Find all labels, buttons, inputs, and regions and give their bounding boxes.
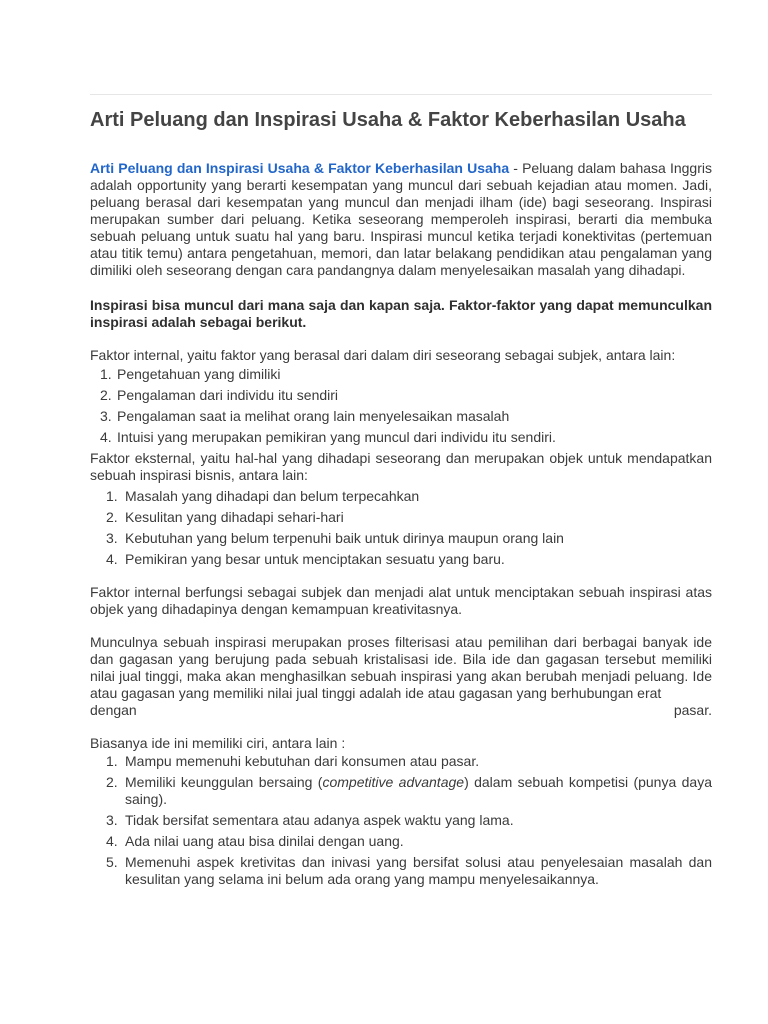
emergence-text: Munculnya sebuah inspirasi merupakan proses filterisasi atau pemilihan dari berbagai banyak ide dan gagasan yang berujung pada sebuah kristalisasi ide. Bila ide dan gagasan tersebut memiliki nilai jual tinggi, maka akan menghasilkan sebuah inspirasi yang akan berubah menjadi peluang. Ide atau gagasan yang memiliki nilai jual tinggi adalah ide atau gagasan yang berhubungan erat	[90, 634, 712, 701]
list-item-text: Ada nilai uang atau bisa dinilai dengan uang.	[125, 833, 404, 849]
external-factor-list	[90, 488, 712, 568]
intro-paragraph	[90, 160, 712, 279]
article-body	[90, 160, 712, 888]
ciri-list	[90, 753, 712, 888]
emergence-last-left: dengan	[90, 702, 137, 718]
list-item-text: Tidak bersifat sementara atau adanya aspek waktu yang lama.	[125, 812, 514, 828]
list-item-text: Pengalaman dari individu itu sendiri	[117, 387, 339, 403]
article-title: Arti Peluang dan Inspirasi Usaha & Faktor Keberhasilan Usaha	[90, 109, 686, 131]
list-number: 2.	[106, 509, 118, 525]
list-number: 1.	[106, 488, 118, 504]
internal-factor-heading: Faktor internal, yaitu faktor yang berasal dari dalam diri seseorang sebagai subjek, antara lain:	[90, 347, 676, 363]
emergence-last-right: pasar.	[673, 702, 712, 718]
list-number: 2.	[106, 774, 118, 790]
list-item	[90, 753, 712, 770]
list-item-text: Memenuhi aspek kretivitas dan inivasi yang bersifat solusi atau penyelesaian masalah dan kesulitan yang selama ini belum ada orang yang mampu menyelesaikannya.	[125, 854, 712, 887]
list-number: 1.	[106, 753, 118, 769]
intro-body-text: - Peluang dalam bahasa Inggris adalah opportunity yang berarti kesempatan yang muncul dari sebuah kejadian atau momen. Jadi, peluang berasal dari kesempatan yang muncul dan menjadi ilham (ide) bagi seseorang. Inspirasi merupakan sumber dari peluang. Ketika seseorang memperoleh inspirasi, berarti dia membuka sebuah peluang untuk suatu hal yang baru. Inspirasi muncul ketika terjadi konektivitas (pertemuan atau titik temu) antara pengetahuan, memori, dan latar belakang pendidikan atau pengalaman yang dimiliki oleh seseorang dengan cara pandangnya dalam menyelesaikan masalah yang dihadapi.	[90, 160, 712, 278]
list-item	[90, 488, 712, 505]
external-factor-heading: Faktor eksternal, yaitu hal-hal yang dihadapi seseorang dan merupakan objek untuk mendapatkan sebuah inspirasi bisnis, antara lain:	[90, 450, 712, 483]
internal-function-paragraph: Faktor internal berfungsi sebagai subjek dan menjadi alat untuk menciptakan sebuah inspirasi atas objek yang dihadapinya dengan kemampuan kreativitasnya.	[90, 584, 712, 617]
emergence-paragraph	[90, 634, 712, 719]
list-item	[90, 530, 712, 547]
list-item	[90, 854, 712, 888]
internal-factor-list	[90, 366, 712, 446]
list-item	[90, 387, 712, 404]
list-item-text: Mampu memenuhi kebutuhan dari konsumen atau pasar.	[125, 753, 480, 769]
list-item-text-after: ) dalam sebuah kompetisi (punya daya saing).	[125, 774, 712, 807]
list-item	[90, 429, 712, 446]
list-number: 4.	[106, 551, 118, 567]
list-item-text: Kebutuhan yang belum terpenuhi baik untuk dirinya maupun orang lain	[125, 530, 564, 546]
list-number: 3.	[100, 408, 112, 424]
list-item-text: Kesulitan yang dihadapi sehari-hari	[125, 509, 344, 525]
list-item-text-before: Memiliki keunggulan bersaing (	[125, 774, 323, 790]
list-item	[90, 551, 712, 568]
emergence-last-line	[90, 702, 712, 719]
bold-statement: Inspirasi bisa muncul dari mana saja dan kapan saja. Faktor-faktor yang dapat memunculkan inspirasi adalah sebagai berikut.	[90, 297, 712, 330]
list-item-text: Pemikiran yang besar untuk menciptakan sesuatu yang baru.	[125, 551, 505, 567]
list-item	[90, 366, 712, 383]
list-item	[90, 509, 712, 526]
list-item-text: Pengalaman saat ia melihat orang lain menyelesaikan masalah	[117, 408, 510, 424]
list-number: 2.	[100, 387, 112, 403]
list-item	[90, 774, 712, 808]
list-item	[90, 812, 712, 829]
list-number: 1.	[100, 366, 112, 382]
list-number: 5.	[106, 854, 118, 870]
list-number: 3.	[106, 812, 118, 828]
list-item	[90, 408, 712, 425]
list-item-italic: competitive advantage	[322, 774, 465, 790]
list-item-text: Masalah yang dihadapi dan belum terpecahkan	[125, 488, 420, 504]
intro-lead-link[interactable]: Arti Peluang dan Inspirasi Usaha & Faktor Keberhasilan Usaha	[90, 160, 510, 176]
list-item	[90, 833, 712, 850]
list-number: 4.	[106, 833, 118, 849]
ciri-heading: Biasanya ide ini memiliki ciri, antara lain :	[90, 735, 346, 751]
list-item-text: Intuisi yang merupakan pemikiran yang muncul dari individu itu sendiri.	[117, 429, 556, 445]
list-item-text: Pengetahuan yang dimiliki	[117, 366, 281, 382]
top-divider	[90, 94, 712, 95]
article-page	[90, 94, 712, 892]
list-number: 3.	[106, 530, 118, 546]
list-number: 4.	[100, 429, 112, 445]
